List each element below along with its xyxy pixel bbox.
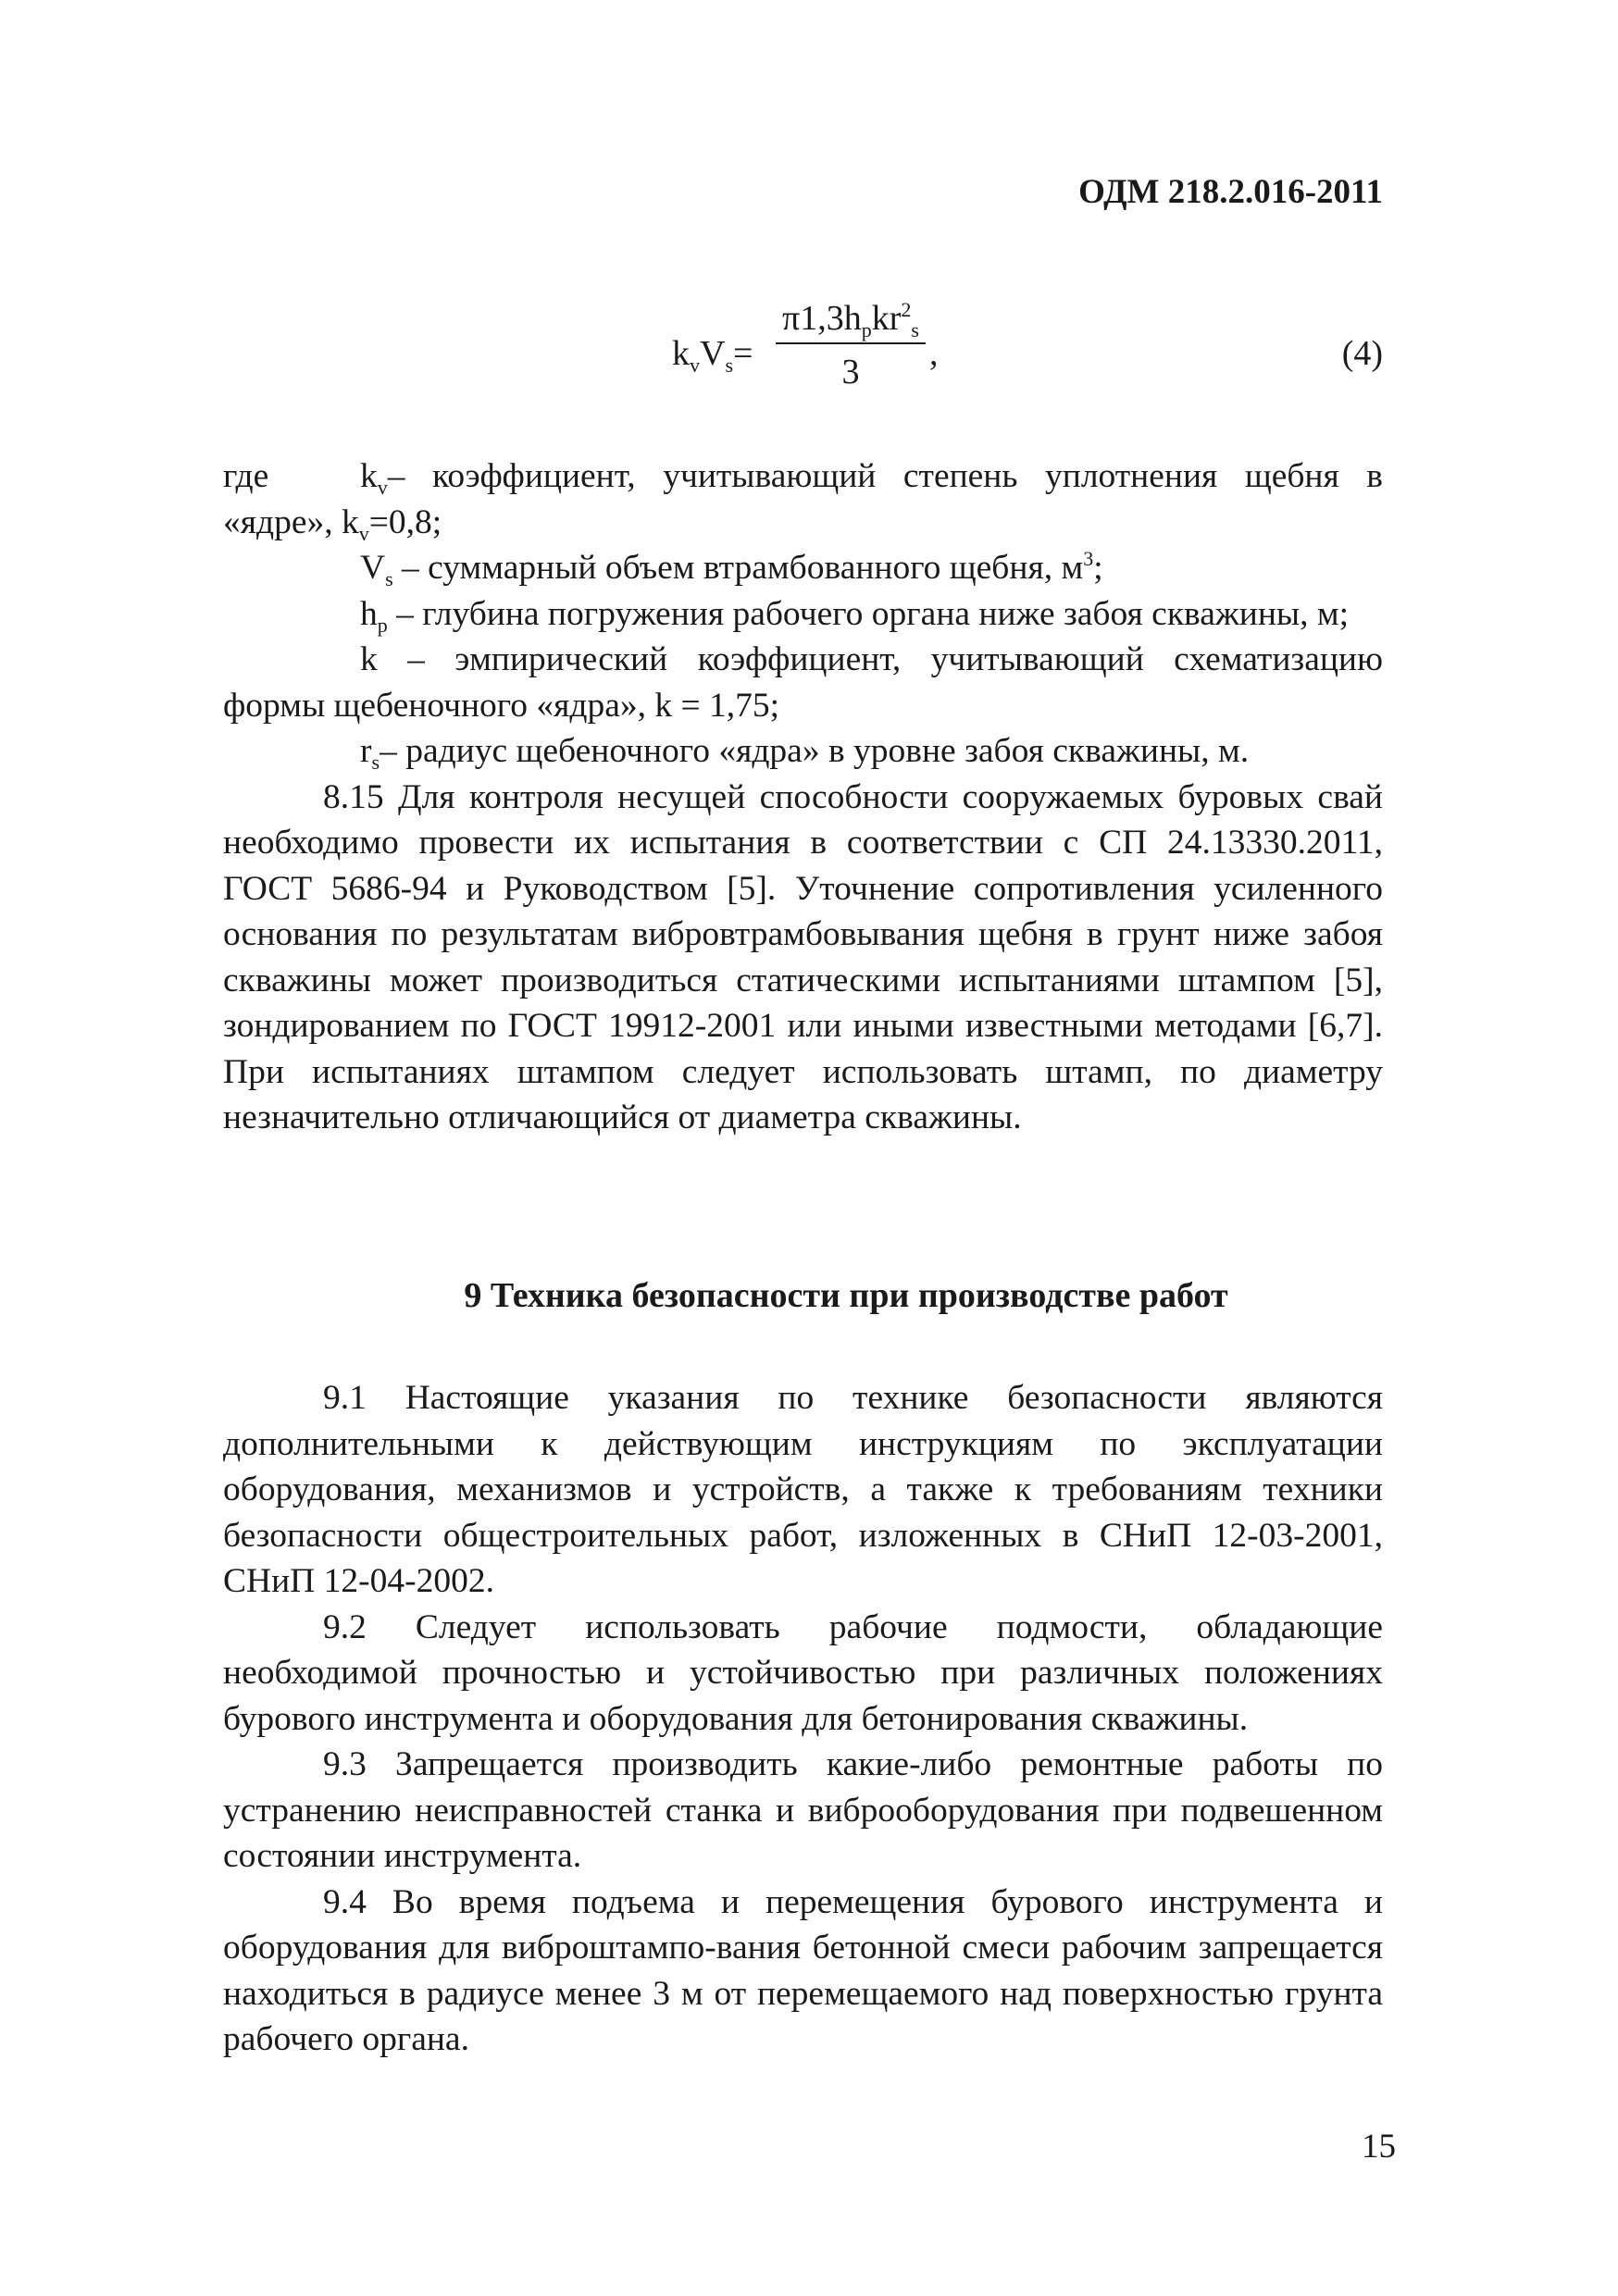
kv-sub: v xyxy=(377,476,388,499)
formula-num-b: kr xyxy=(871,299,902,338)
formula-fraction xyxy=(776,298,926,392)
rs-sub: s xyxy=(371,751,380,774)
formula-k-sub: v xyxy=(690,354,700,377)
hp-text: – глубина погружения рабочего органа ниже забоя скважины, м; xyxy=(387,594,1350,633)
paragraph-9-1: 9.1 Настоящие указания по технике безопасности являются дополнительными к действующим инструкциям по эксплуатации оборудования, механизмов и устройств, а также к требованиям техники безопасности общестроительных работ, изложенных в СНиП 12-03-2001, СНиП 12-04-2002. xyxy=(223,1379,1383,1600)
formula-lhs xyxy=(672,333,753,377)
vs-sup: 3 xyxy=(1083,547,1094,570)
where-label: где xyxy=(223,457,269,495)
definition-kv xyxy=(223,453,1383,545)
formula-denominator: 3 xyxy=(841,353,860,391)
definition-hp xyxy=(223,591,1383,638)
formula-num-a-sub: p xyxy=(861,318,872,341)
definition-vs xyxy=(223,545,1383,591)
formula-num-b-sup: 2 xyxy=(901,298,912,321)
rs-text: – радиус щебеночного «ядра» в уровне забоя скважины, м. xyxy=(380,732,1250,770)
formula-comma: , xyxy=(929,334,939,373)
kv-tail: =0,8; xyxy=(368,503,442,541)
document-code: ОДМ 218.2.016-2011 xyxy=(1078,173,1383,211)
section-9-title: 9 Техника безопасности при производстве работ xyxy=(464,1276,1228,1315)
definition-rs xyxy=(223,728,1383,775)
formula-4 xyxy=(0,278,1618,407)
hp-sub: p xyxy=(377,613,388,637)
vs-text: – суммарный объем втрамбованного щебня, м xyxy=(392,549,1084,587)
paragraph-9-4: 9.4 Во время подъема и перемещения бурового инструмента и оборудования для виброштампо-вания бетонной смеси рабочим запрещается находиться в радиусе менее 3 м от перемещаемого над поверхностью грунта рабочего органа. xyxy=(223,1882,1383,2058)
paragraph-9-3: 9.3 Запрещается производить какие-либо ремонтные работы по устранению неисправностей станка и виброоборудования при подвешенном состоянии инструмента. xyxy=(223,1745,1383,1875)
vs-tail: ; xyxy=(1093,549,1103,587)
formula-number: (4) xyxy=(1341,334,1383,373)
hp-symbol: h xyxy=(360,594,378,633)
formula-v: V xyxy=(700,334,726,373)
paragraph-8-15: 8.15 Для контроля несущей способности сооружаемых буровых свай необходимо провести их испытания в соответствии с СП 24.13330.2011, ГОСТ 5686-94 и Руководством [5]. Уточнение сопротивления усиленного основания по результатам вибровтрамбовывания щебня в грунт ниже забоя скважины может производиться статическими испытаниями штампом [5], зондированием по ГОСТ 19912-2001 или иными известными методами [6,7]. При испытаниях штампом следует использовать штамп, по диаметру незначительно отличающийся от диаметра скважины. xyxy=(223,777,1383,1136)
rs-symbol: r xyxy=(360,732,372,770)
vs-symbol: V xyxy=(360,549,386,587)
section-9-heading xyxy=(0,1275,1618,1316)
section-9-body xyxy=(223,1375,1383,2063)
vs-sub: s xyxy=(385,567,393,590)
page-number: 15 xyxy=(1362,2128,1396,2166)
definitions-block xyxy=(223,453,1383,1141)
paragraph-9-2: 9.2 Следует использовать рабочие подмости, обладающие необходимой прочностью и устойчивостью при различных положениях бурового инструмента и оборудования для бетонирования скважины. xyxy=(223,1607,1383,1738)
formula-v-sub: s xyxy=(725,354,734,377)
formula-num-b-sub: s xyxy=(911,318,919,341)
kv-text: – коэффициент, учитывающий степень уплотнения щебня в «ядре», k xyxy=(223,457,1383,541)
kv-symbol: k xyxy=(360,457,378,495)
formula-numerator xyxy=(776,298,926,342)
definition-k: k – эмпирический коэффициент, учитывающий схематизацию формы щебеночного «ядра», k = 1,75; xyxy=(223,640,1383,725)
kv-sub-2: v xyxy=(358,521,369,545)
formula-k: k xyxy=(672,334,690,373)
formula-equals: = xyxy=(733,334,753,373)
formula-num-a: π1,3h xyxy=(782,299,862,338)
